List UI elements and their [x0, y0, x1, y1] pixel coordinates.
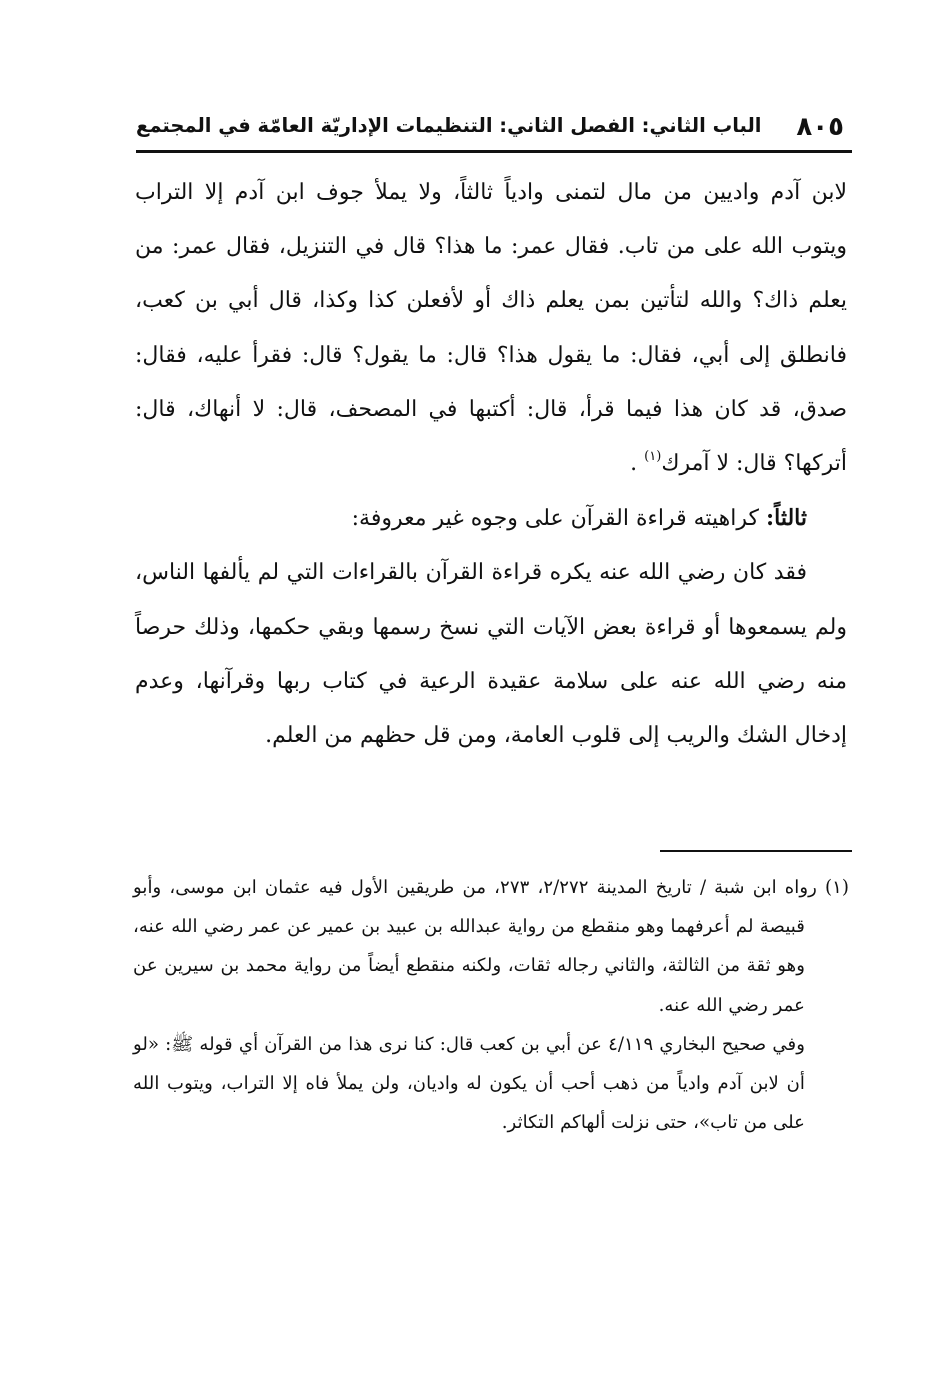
footnote-1: (١) رواه ابن شبة / تاريخ المدينة ٢/٢٧٢، ٢٧٣، من طريقين الأول فيه عثمان ابن موسى، وأبو قبيصة لم أعرفهما وهو منقطع من رواية عبدالله بن عبيد بن عمير عن عمر رضي الله عنه، وهو ثقة من الثالثة، والثاني رجاله ثقات، ولكنه منقطع أيضاً من رواية محمد بن سيرين عن عمر رضي الله عنه.: [133, 877, 849, 1016]
paragraph-1-text: لابن آدم واديين من مال لتمنى وادياً ثالثاً، ولا يملأ جوف ابن آدم إلا التراب ويتوب الله على من تاب. فقال عمر: ما هذا؟ قال في التنزيل، فقال عمر: من يعلم ذاك؟ والله لتأتين بمن يعلم ذاك أو لأفعلن كذا وكذا، قال أبي بن كعب، فانطلق إلى أبي، فقال: ما يقول هذا؟ قال: ما يقول؟ قال: فقرأ عليه، فقال: صدق، قد كان هذا فيما قرأ، قال: أكتبها في المصحف، قال: لا أنهاك، قال: أتركها؟ قال: لا آمرك: [135, 180, 847, 477]
header-rule: [136, 150, 852, 153]
page-number: ٨٠٥: [796, 112, 844, 142]
subheading-text: كراهيته قراءة القرآن على وجوه غير معروفة:: [351, 506, 766, 532]
footnote-reference[interactable]: (١): [644, 449, 662, 465]
paragraph-2: فقد كان رضي الله عنه يكره قراءة القرآن بالقراءات التي لم يألفها الناس، ولم يسمعوها أو قراءة بعض الآيات التي نسخ رسمها وبقي حكمها، وذلك حرصاً منه رضي الله عنه على سلامة عقيدة الرعية في كتاب ربها وقرآنها، وعدم إدخال الشك والريب إلى قلوب العامة، ومن قل حظهم من العلم.: [135, 560, 847, 749]
running-title: الباب الثاني: الفصل الثاني: التنظيمات الإداريّة العامّة في المجتمع: [136, 114, 762, 137]
subheading: [135, 491, 847, 546]
footnotes: [133, 868, 849, 1142]
paragraph-1: [135, 166, 847, 491]
paragraph-1-end: .: [630, 451, 645, 477]
main-text: [135, 166, 847, 763]
footnote-1-continuation: وفي صحيح البخاري ٤/١١٩ عن أبي بن كعب قال: كنا نرى هذا من القرآن أي قوله ﷺ: «لو أن لابن آدم وادياً من ذهب أحب أن يكون له واديان، ولن يملأ فاه إلا التراب، ويتوب الله على من تاب»، حتى نزلت ألهاكم التكاثر.: [133, 1033, 806, 1134]
footnote-separator: [660, 850, 852, 852]
subheading-label: ثالثاً:: [766, 505, 807, 532]
page-header: [136, 106, 848, 152]
